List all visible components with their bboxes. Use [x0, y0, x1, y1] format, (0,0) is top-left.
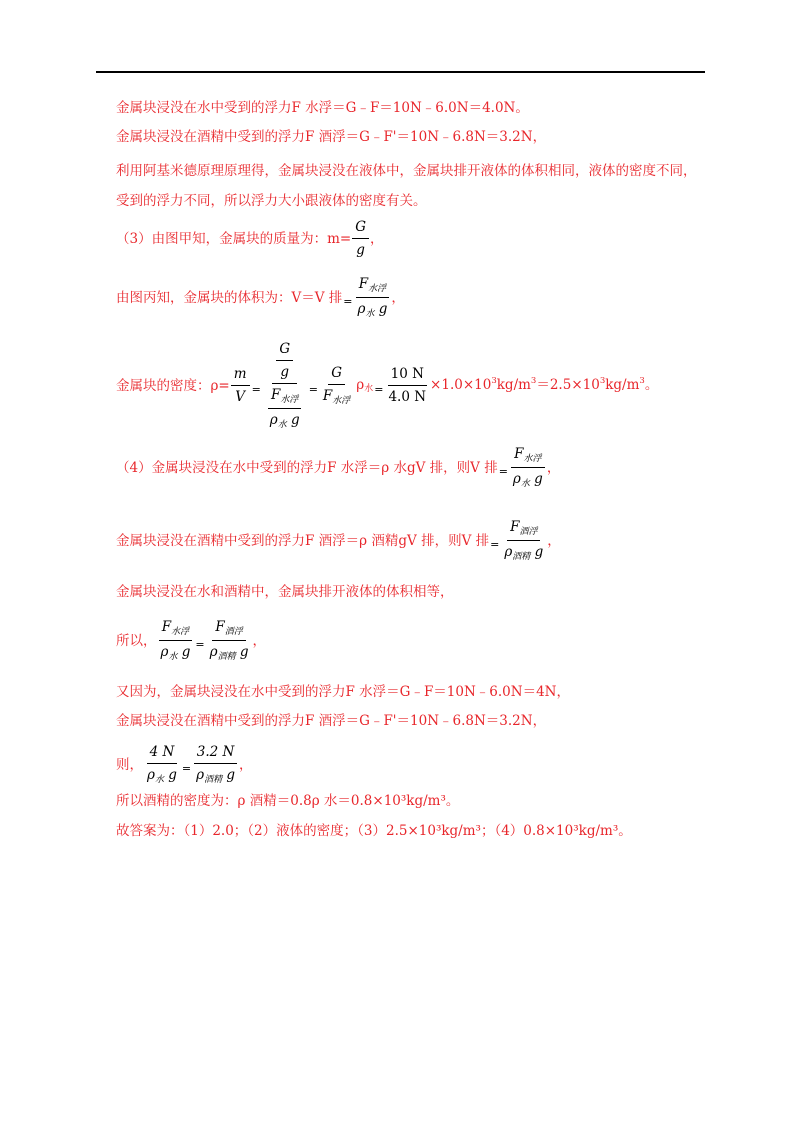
g-symbol: g	[291, 412, 300, 428]
fraction-32n-over-rhoalcohol-g	[193, 743, 238, 786]
sub-alcohol: 酒精	[204, 775, 223, 785]
F-symbol: F	[271, 387, 281, 403]
numerator	[356, 275, 389, 298]
header-rule	[96, 71, 705, 73]
inner-fraction-volume	[267, 386, 303, 431]
rho-symbol: ρ	[209, 644, 218, 660]
sub-water-buoy: 水浮	[171, 627, 190, 637]
inner-numerator	[268, 386, 301, 409]
numerator	[511, 445, 544, 468]
equals-sign: =	[181, 761, 192, 775]
comma: ，	[547, 532, 561, 549]
rho-symbol: ρ	[357, 301, 366, 317]
rho-symbol: ρ	[512, 471, 521, 487]
fraction-falcohol-over-rhog	[501, 518, 546, 563]
numerator-10N: 10 N	[388, 365, 427, 386]
denominator-V: V	[235, 389, 246, 405]
sub-alcohol-buoy: 酒浮	[224, 627, 243, 637]
text-line-water-buoyancy: 金属块浸没在水中受到的浮力F 水浮＝G﹣F＝10N﹣6.0N＝4.0N。	[116, 100, 529, 116]
density-part-d: kg/m	[605, 376, 640, 393]
denominator-fwater	[320, 385, 353, 407]
exp: 3	[599, 375, 606, 386]
equals-sign: =	[374, 382, 384, 396]
denominator-volume	[263, 384, 307, 431]
inner-denominator	[267, 409, 303, 431]
numerator-g-over-g	[272, 340, 297, 384]
denominator	[355, 298, 391, 320]
fraction-fwater-over-rhog	[510, 445, 546, 490]
fraction-fwater-over-rhowater-g	[158, 618, 194, 663]
sub-water: 水	[520, 479, 530, 489]
rho-symbol: ρ	[160, 644, 169, 660]
density-part-a: ×1.0×10	[430, 376, 492, 393]
fraction-10n-over-4n	[385, 365, 429, 406]
sub-water-buoy: 水浮	[368, 284, 387, 294]
inner-numerator-G: G	[276, 340, 293, 361]
text-line-then	[116, 743, 253, 786]
g-symbol: g	[378, 301, 388, 317]
text-line-alcohol-density: 所以酒精的密度为：ρ 酒精＝0.8ρ 水＝0.8×10³kg/m³。	[116, 793, 460, 809]
numerator-m: m	[231, 365, 250, 386]
rho-water	[356, 375, 373, 397]
inner-denominator-g: g	[280, 364, 290, 380]
text-line-volume-water	[116, 445, 560, 490]
text-line-water-buoyancy-2: 又因为，金属块浸没在水中受到的浮力F 水浮＝G﹣F＝10N﹣6.0N＝4N，	[116, 684, 570, 700]
numerator	[507, 518, 540, 541]
F-symbol: F	[215, 619, 225, 635]
sub-water-buoy: 水浮	[332, 396, 351, 406]
denominator-4N: 4.0 N	[388, 389, 427, 405]
density-part-c: ＝2.5×10	[536, 376, 600, 393]
g-symbol: g	[534, 544, 544, 560]
g-symbol: g	[226, 767, 236, 783]
numerator-32N: 3.2 N	[194, 743, 238, 764]
rho-symbol: ρ	[196, 767, 205, 783]
denominator-g: g	[356, 242, 365, 258]
denominator	[501, 541, 546, 563]
text-line-density	[116, 340, 658, 431]
sub-alcohol-buoy: 酒浮	[519, 527, 538, 537]
sub-water: 水	[154, 775, 164, 785]
period: 。	[644, 376, 659, 393]
density-result	[430, 375, 658, 397]
denominator	[144, 764, 180, 786]
F-symbol: F	[510, 519, 520, 535]
denominator	[193, 764, 238, 786]
rho-symbol: ρ	[269, 412, 278, 428]
text-line-answers: 故答案为：（1）2.0；（2）液体的密度；（3）2.5×10³kg/m³；（4）0.8×10³kg/m³。	[116, 823, 632, 839]
text-line-mass	[116, 218, 384, 259]
equals-sign: =	[308, 382, 318, 396]
fraction-g-over-fwater	[320, 364, 353, 407]
numerator-G: G	[328, 364, 345, 385]
F-symbol: F	[322, 388, 333, 404]
equals-sign: =	[498, 464, 508, 478]
comma: ，	[391, 289, 405, 306]
fraction-complex	[263, 340, 307, 431]
text-paragraph-archimedes: 利用阿基米德原理原理得，金属块浸没在液体中，金属块排开液体的体积相同，液体的密度不同，受到的浮力不同，所以浮力大小跟液体的密度有关。	[116, 163, 697, 209]
density-prefix: 金属块的密度：ρ=	[116, 377, 230, 394]
then-prefix: 则，	[116, 756, 143, 773]
fraction-4n-over-rhowater-g	[144, 743, 180, 786]
sub-water: 水	[168, 652, 178, 662]
text-line-so	[116, 618, 266, 663]
numerator-4N: 4 N	[147, 743, 178, 764]
volume-alcohol-prefix: 金属块浸没在酒精中受到的浮力F 酒浮＝ρ 酒精gV 排，则V 排	[116, 532, 490, 549]
text-line-volume-alcohol	[116, 518, 561, 563]
equals-sign: =	[343, 294, 353, 308]
fraction-g-over-g	[352, 218, 369, 259]
F-symbol: F	[514, 446, 524, 462]
g-symbol: g	[239, 644, 249, 660]
mass-prefix: （3）由图甲知，金属块的质量为：m=	[116, 230, 352, 247]
numerator	[159, 618, 192, 641]
denominator	[510, 468, 546, 490]
comma: ，	[370, 230, 384, 247]
equals-sign: =	[490, 537, 500, 551]
exp: 3	[639, 375, 645, 386]
sub-water-buoy: 水浮	[523, 454, 542, 464]
denominator	[207, 641, 252, 663]
sub-water: 水	[277, 420, 287, 430]
text-line-equal-volume: 金属块浸没在水和酒精中，金属块排开液体的体积相等，	[116, 584, 454, 600]
numerator-G: G	[352, 218, 369, 239]
sub-water-buoy: 水浮	[280, 395, 299, 405]
g-symbol: g	[534, 471, 543, 487]
comma: ，	[546, 459, 561, 476]
rho-symbol: ρ	[356, 376, 365, 393]
rho-symbol: ρ	[504, 544, 513, 560]
fraction-fwater-over-rhog	[355, 275, 391, 320]
equals-sign: =	[251, 382, 261, 396]
sub-water: 水	[364, 383, 374, 394]
sub-alcohol: 酒精	[217, 652, 236, 662]
F-symbol: F	[161, 619, 172, 635]
inner-fraction	[276, 340, 293, 381]
sub-water: 水	[365, 309, 375, 319]
fraction-m-over-v	[231, 365, 250, 406]
so-prefix: 所以，	[116, 632, 157, 649]
denominator	[158, 641, 194, 663]
text-line-alcohol-buoyancy-2: 金属块浸没在酒精中受到的浮力F 酒浮＝G﹣F'＝10N﹣6.8N＝3.2N，	[116, 713, 547, 729]
g-symbol: g	[181, 644, 191, 660]
numerator	[212, 618, 245, 641]
text-line-volume	[116, 275, 405, 320]
comma: ，	[252, 632, 267, 649]
F-symbol: F	[358, 276, 369, 292]
g-symbol: g	[168, 767, 177, 783]
exp: 3	[530, 375, 537, 386]
rho-symbol: ρ	[147, 767, 155, 783]
sub-alcohol: 酒精	[512, 552, 531, 562]
exp: 3	[491, 375, 497, 386]
volume-water-prefix: （4）金属块浸没在水中受到的浮力F 水浮＝ρ 水gV 排，则V 排	[116, 459, 498, 476]
comma: ，	[239, 756, 253, 773]
volume-prefix: 由图丙知，金属块的体积为：V＝V 排	[116, 289, 343, 306]
fraction-falcohol-over-rhoalcohol-g	[207, 618, 252, 663]
density-part-b: kg/m	[496, 376, 531, 393]
equals-sign: =	[195, 637, 205, 651]
text-line-alcohol-buoyancy: 金属块浸没在酒精中受到的浮力F 酒浮＝G﹣F'＝10N﹣6.8N＝3.2N，	[116, 129, 547, 145]
